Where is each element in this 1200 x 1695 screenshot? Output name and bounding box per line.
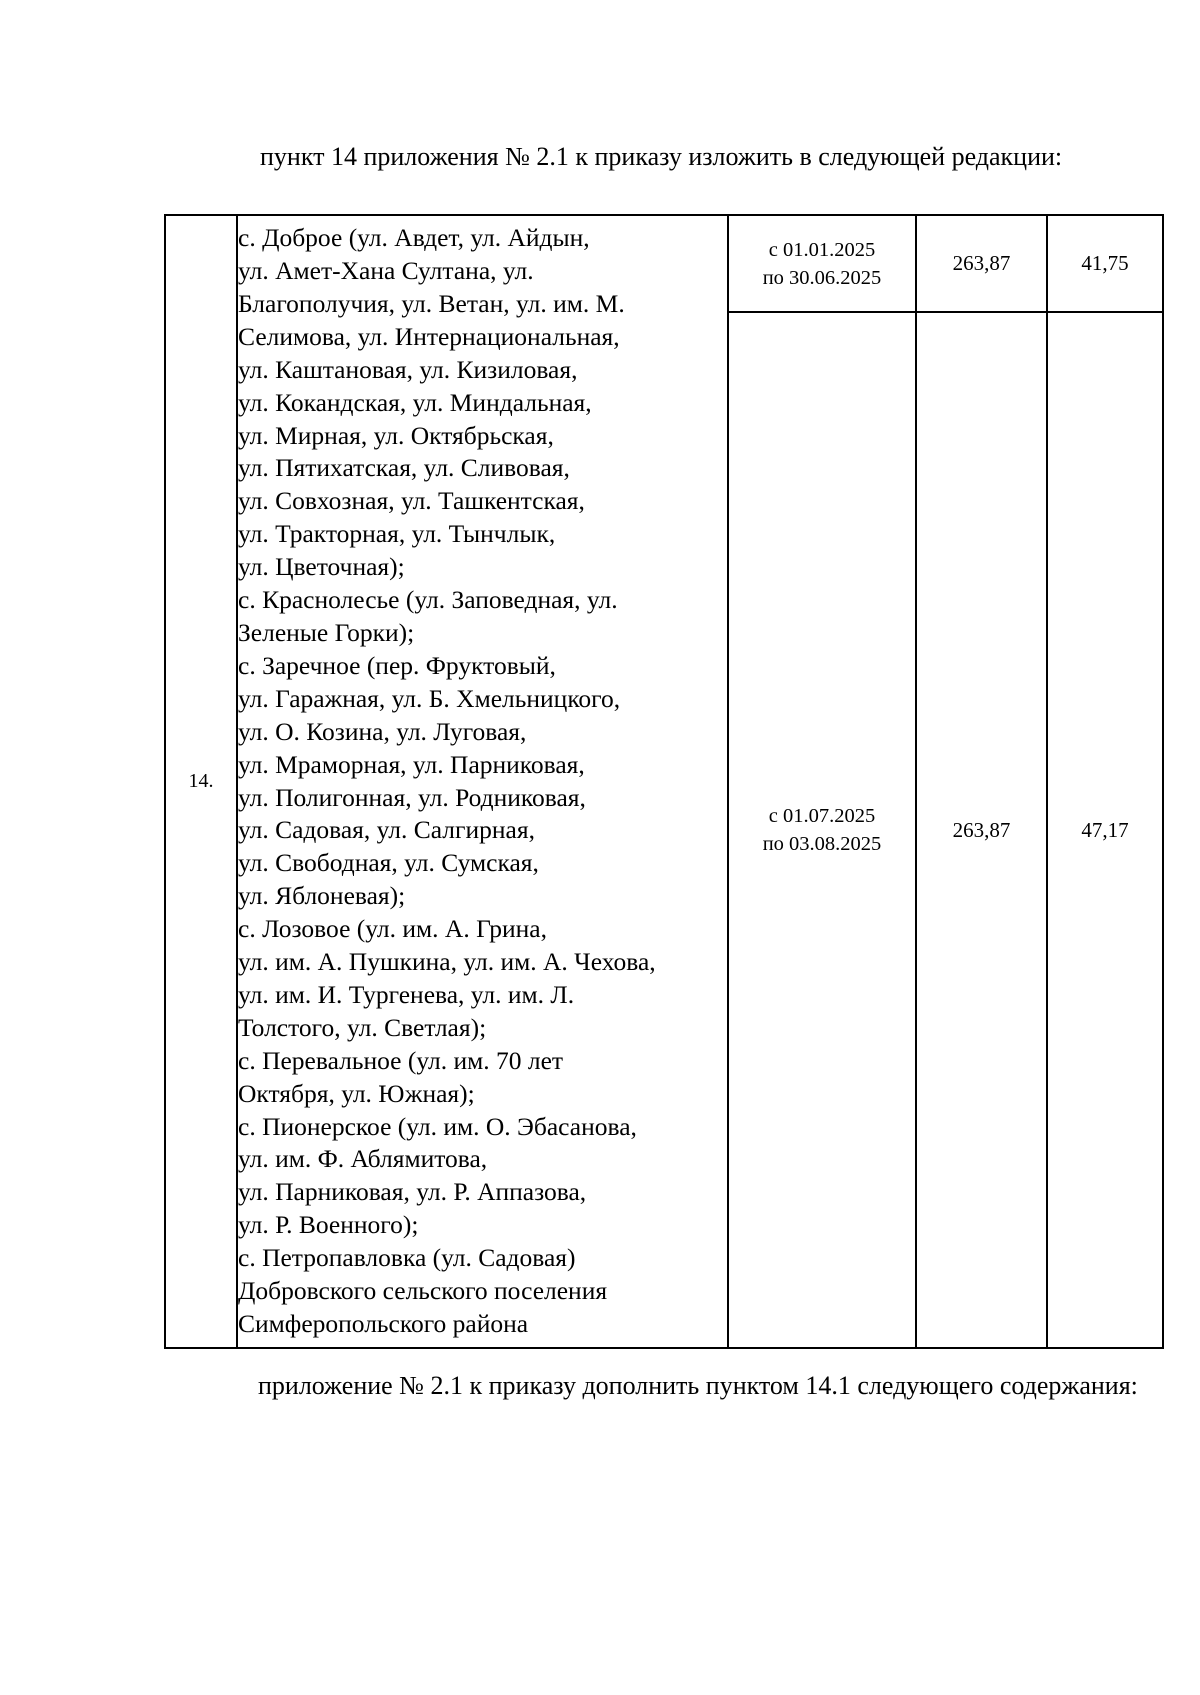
address-line: ул. им. И. Тургенева, ул. им. Л.	[238, 979, 575, 1009]
value2-cell-1: 41,75	[1047, 215, 1163, 312]
address-line: ул. Совхозная, ул. Ташкентская,	[238, 486, 585, 516]
value1-cell-2: 263,87	[916, 312, 1047, 1348]
address-cell	[237, 215, 728, 1348]
address-line: с. Заречное (пер. Фруктовый,	[238, 650, 556, 680]
outro-paragraph: приложение № 2.1 к приказу дополнить пунктом 14.1 следующего содержания:	[258, 1371, 1138, 1400]
address-line: ул. Садовая, ул. Салгирная,	[238, 815, 535, 845]
address-line: с. Лозовое (ул. им. А. Грина,	[238, 914, 547, 944]
address-line: ул. им. Ф. Аблямитова,	[238, 1144, 488, 1174]
row-number-cell: 14.	[165, 215, 237, 1348]
address-line: ул. Мраморная, ул. Парниковая,	[238, 749, 585, 779]
address-line: Симферопольского района	[238, 1309, 529, 1338]
address-line: Добровского сельского поселения	[238, 1276, 608, 1306]
address-line: ул. Парниковая, ул. Р. Аппазова,	[238, 1177, 587, 1207]
address-line: ул. Яблоневая);	[238, 881, 406, 911]
period-to: по 30.06.2025	[762, 266, 882, 289]
tariff-table	[164, 214, 1164, 1349]
table-row	[165, 215, 1163, 312]
address-line: ул. Цветочная);	[238, 552, 405, 582]
period-from: с 01.01.2025	[768, 238, 876, 261]
address-list	[238, 222, 727, 1341]
address-line: Селимова, ул. Интернациональная,	[238, 321, 620, 351]
address-line: ул. Амет-Хана Султана, ул.	[238, 256, 534, 285]
address-line: Толстого, ул. Светлая);	[238, 1012, 487, 1042]
intro-paragraph: пункт 14 приложения № 2.1 к приказу изложить в следующей редакции:	[260, 142, 1063, 171]
value1-cell-1: 263,87	[916, 215, 1047, 312]
address-line: ул. Р. Военного);	[238, 1210, 419, 1240]
address-line: ул. им. А. Пушкина, ул. им. А. Чехова,	[238, 947, 656, 977]
address-line: ул. Полигонная, ул. Родниковая,	[238, 782, 586, 812]
address-line: ул. Мирная, ул. Октябрьская,	[238, 420, 554, 450]
period-from: с 01.07.2025	[768, 805, 876, 827]
address-line: ул. Кокандская, ул. Миндальная,	[238, 387, 592, 417]
address-line: ул. Пятихатская, ул. Сливовая,	[238, 453, 570, 483]
address-line: с. Петропавловка (ул. Садовая)	[238, 1243, 576, 1273]
address-line: Благополучия, ул. Ветан, ул. им. М.	[238, 288, 625, 318]
address-line: ул. Гаражная, ул. Б. Хмельницкого,	[238, 683, 621, 713]
period-to: по 03.08.2025	[762, 833, 882, 855]
address-line: с. Перевальное (ул. им. 70 лет	[238, 1045, 564, 1075]
period-cell-2	[728, 312, 916, 1348]
address-line: с. Краснолесье (ул. Заповедная, ул.	[238, 585, 618, 615]
address-line: ул. Тракторная, ул. Тынчлык,	[238, 519, 556, 549]
address-line: с. Доброе (ул. Авдет, ул. Айдын,	[238, 223, 590, 253]
address-line: ул. О. Козина, ул. Луговая,	[238, 716, 527, 746]
address-line: ул. Свободная, ул. Сумская,	[238, 848, 539, 878]
address-line: Октября, ул. Южная);	[238, 1078, 475, 1108]
period-cell-1	[728, 215, 916, 312]
address-line: ул. Каштановая, ул. Кизиловая,	[238, 354, 578, 384]
value2-cell-2: 47,17	[1047, 312, 1163, 1348]
address-line: Зеленые Горки);	[238, 617, 415, 647]
address-line: с. Пионерское (ул. им. О. Эбасанова,	[238, 1111, 637, 1141]
